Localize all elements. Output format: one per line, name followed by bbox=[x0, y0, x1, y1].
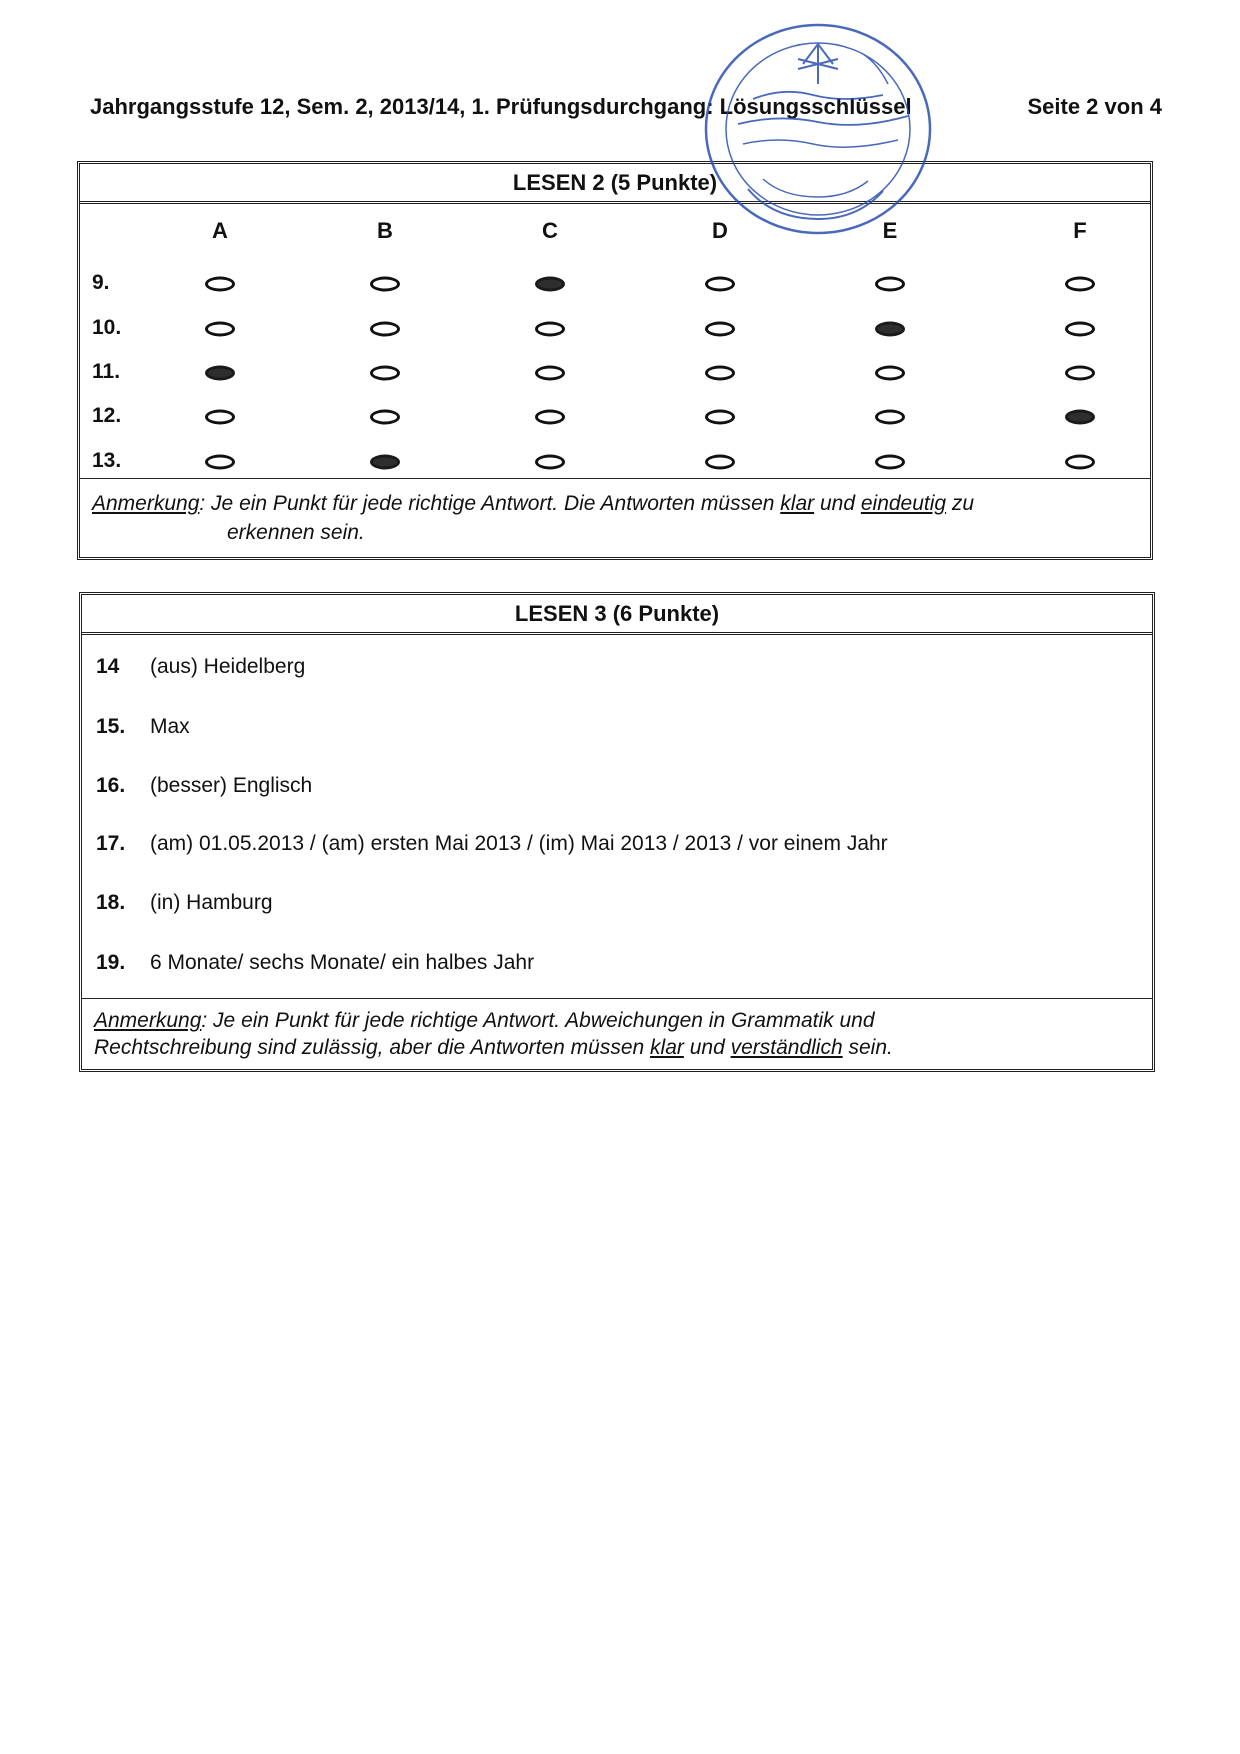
answer-number: 18. bbox=[96, 891, 126, 914]
empty-bubble-c[interactable] bbox=[535, 322, 565, 337]
empty-bubble-e[interactable] bbox=[875, 366, 905, 381]
lesen3-title: LESEN 3 (6 Punkte) bbox=[82, 595, 1152, 635]
empty-bubble-a[interactable] bbox=[205, 455, 235, 470]
empty-bubble-c[interactable] bbox=[535, 410, 565, 425]
answer-row bbox=[96, 951, 534, 975]
answer-number: 19. bbox=[96, 951, 126, 974]
lesen3-section bbox=[79, 592, 1155, 1072]
note-eindeutig: eindeutig bbox=[860, 492, 947, 515]
empty-bubble-f[interactable] bbox=[1065, 277, 1095, 292]
empty-bubble-c[interactable] bbox=[535, 366, 565, 381]
empty-bubble-e[interactable] bbox=[875, 455, 905, 470]
page-number: Seite 2 von 4 bbox=[1027, 94, 1162, 119]
note-line2: erkennen sein. bbox=[227, 521, 365, 544]
note-label: Anmerkung bbox=[94, 1009, 202, 1032]
answer-row bbox=[96, 655, 305, 679]
empty-bubble-f[interactable] bbox=[1065, 366, 1095, 381]
empty-bubble-e[interactable] bbox=[875, 277, 905, 292]
filled-bubble-f[interactable] bbox=[1065, 410, 1095, 425]
document-title: Jahrgangsstufe 12, Sem. 2, 2013/14, 1. Prüfungsdurchgang: Lösungsschlüssel bbox=[90, 94, 912, 119]
empty-bubble-a[interactable] bbox=[205, 410, 235, 425]
row-number: 11. bbox=[92, 360, 121, 383]
answer-number: 16. bbox=[96, 774, 126, 797]
answer-text: Max bbox=[150, 715, 190, 738]
lesen3-note: Anmerkung: Je ein Punkt für jede richtige Antwort. Abweichungen in Grammatik und Rechtschreibung sind zulässig, aber die Antworten müssen klar und verständlich sein. bbox=[94, 1009, 893, 1059]
filled-bubble-b[interactable] bbox=[370, 455, 400, 470]
answer-row bbox=[96, 715, 190, 739]
empty-bubble-d[interactable] bbox=[705, 277, 735, 292]
empty-bubble-e[interactable] bbox=[875, 410, 905, 425]
lesen2-section bbox=[77, 161, 1153, 560]
empty-bubble-a[interactable] bbox=[205, 322, 235, 337]
answer-text: (am) 01.05.2013 / (am) ersten Mai 2013 / (im) Mai 2013 / 2013 / vor einem Jahr bbox=[150, 832, 888, 855]
answer-text: 6 Monate/ sechs Monate/ ein halbes Jahr bbox=[150, 951, 535, 974]
row-number: 12. bbox=[92, 404, 122, 427]
column-header-d: D bbox=[712, 218, 728, 243]
answer-number: 14 bbox=[96, 655, 120, 678]
empty-bubble-b[interactable] bbox=[370, 322, 400, 337]
answer-text: (aus) Heidelberg bbox=[150, 655, 306, 678]
column-header-e: E bbox=[882, 218, 898, 243]
lesen2-title: LESEN 2 (5 Punkte) bbox=[80, 164, 1150, 204]
empty-bubble-f[interactable] bbox=[1065, 455, 1095, 470]
answer-row bbox=[96, 774, 312, 798]
empty-bubble-a[interactable] bbox=[205, 277, 235, 292]
row-number: 9. bbox=[92, 271, 110, 294]
answer-text: (in) Hamburg bbox=[150, 891, 273, 914]
filled-bubble-e[interactable] bbox=[875, 322, 905, 337]
note-label: Anmerkung bbox=[92, 492, 200, 515]
row-number: 13. bbox=[92, 449, 122, 472]
empty-bubble-f[interactable] bbox=[1065, 322, 1095, 337]
row-number: 10. bbox=[92, 316, 122, 339]
official-stamp bbox=[693, 14, 943, 264]
filled-bubble-a[interactable] bbox=[205, 366, 235, 381]
empty-bubble-c[interactable] bbox=[535, 455, 565, 470]
column-header-b: B bbox=[377, 218, 393, 243]
column-header-f: F bbox=[1073, 218, 1087, 243]
answer-number: 15. bbox=[96, 715, 126, 738]
filled-bubble-c[interactable] bbox=[535, 277, 565, 292]
empty-bubble-d[interactable] bbox=[705, 410, 735, 425]
column-header-c: C bbox=[542, 218, 558, 243]
lesen2-note: Anmerkung: Je ein Punkt für jede richtige Antwort. Die Antworten müssen klar und eindeutig zu erkennen sein. bbox=[80, 479, 1150, 547]
answer-row bbox=[96, 891, 273, 915]
empty-bubble-d[interactable] bbox=[705, 322, 735, 337]
answer-list bbox=[82, 635, 1152, 999]
empty-bubble-b[interactable] bbox=[370, 366, 400, 381]
note-klar: klar bbox=[780, 492, 815, 515]
answer-row bbox=[96, 832, 888, 856]
note-klar: klar bbox=[650, 1036, 684, 1059]
empty-bubble-d[interactable] bbox=[705, 366, 735, 381]
column-header-a: A bbox=[212, 218, 228, 243]
answer-text: (besser) Englisch bbox=[150, 774, 313, 797]
answer-grid bbox=[80, 204, 1150, 479]
empty-bubble-d[interactable] bbox=[705, 455, 735, 470]
answer-number: 17. bbox=[96, 832, 126, 855]
empty-bubble-b[interactable] bbox=[370, 410, 400, 425]
note-verstaendlich: verständlich bbox=[730, 1036, 843, 1059]
empty-bubble-b[interactable] bbox=[370, 277, 400, 292]
